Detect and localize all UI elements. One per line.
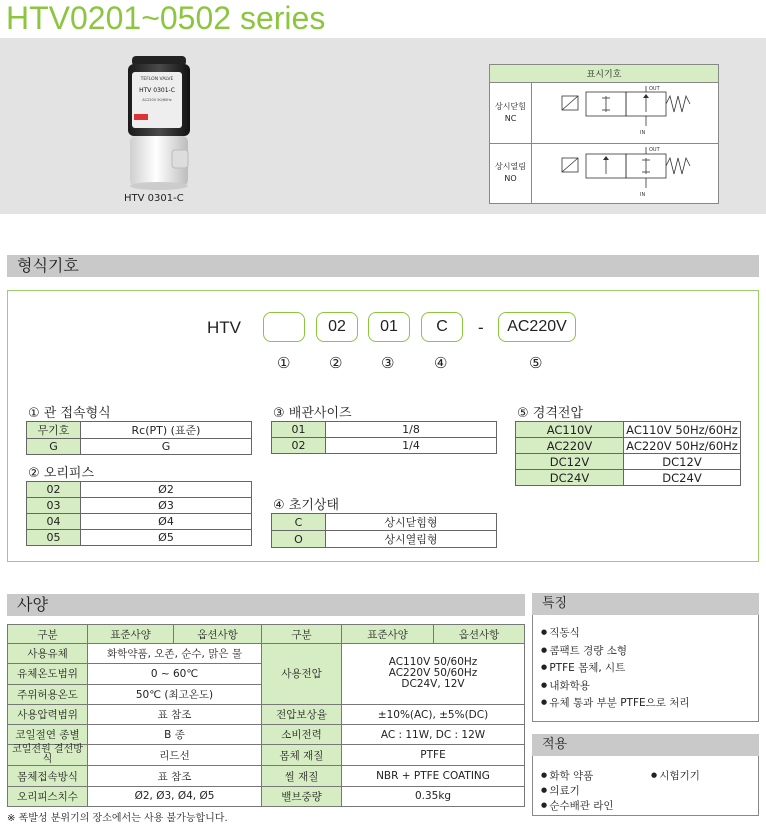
- list-item: ● 내화학용: [541, 678, 758, 696]
- list-item: ● PTFE 몸체, 시트: [541, 660, 758, 678]
- valve-product-image: [118, 54, 200, 194]
- code-box-pipe-size: 01: [368, 312, 410, 342]
- connection-title: ① 관 접속형식: [28, 406, 111, 421]
- model-prefix: HTV: [207, 318, 241, 337]
- footnote: ※ 폭발성 분위기의 장소에서는 사용 불가능합니다.: [7, 813, 228, 824]
- pipe-size-title: ③ 배관사이즈: [273, 406, 352, 421]
- nc-valve-symbol-icon: [532, 84, 712, 140]
- svg-text:TEFLON VALVE: TEFLON VALVE: [140, 77, 174, 82]
- features-title: 특징: [532, 593, 759, 615]
- list-item: ● 순수배관 라인: [541, 798, 614, 813]
- svg-text:HTV 0301-C: HTV 0301-C: [139, 87, 175, 94]
- marker-3: ③: [381, 354, 395, 372]
- svg-text:OUT: OUT: [649, 85, 660, 92]
- uses-title: 적용: [532, 734, 759, 756]
- features-list: [532, 615, 759, 722]
- rated-voltage-title: ⑤ 경격전압: [517, 406, 584, 421]
- marker-2: ②: [329, 354, 343, 372]
- model-dash: -: [478, 318, 484, 337]
- rated-voltage-table: AC110V AC110V 50Hz/60Hz AC220V AC220V 50Hz/60Hz DC12V DC12V DC24V DC24V: [515, 421, 741, 486]
- list-item: ● 의료기: [541, 783, 580, 798]
- svg-text:OUT: OUT: [649, 147, 660, 154]
- model-section-title: 형식기호: [7, 255, 759, 277]
- page-title: HTV0201~0502 series: [6, 0, 326, 36]
- initial-state-table: C 상시닫힘형 O 상시열림형: [271, 513, 497, 548]
- list-item: ● 직동식: [541, 625, 758, 643]
- code-box-voltage: AC220V: [498, 312, 576, 342]
- list-item: ● 콤팩트 경량 소형: [541, 643, 758, 661]
- symbol-row-no: 상시열림 NO: [490, 143, 532, 204]
- marker-5: ⑤: [529, 354, 543, 372]
- symbol-row-nc: 상시닫힘 NC: [490, 83, 532, 144]
- spec-table: 구분 표준사양 옵션사항 구분 표준사양 옵션사항 사용유체 화학약품, 오존, 순수, 맑은 물 사용전압 AC110V 50/60Hz AC220V 50/60Hz DC24V, 12V 유체온도범위 0 ~ 60℃ 주위허용온도 50℃ (최고온도) 사용압력범위 표 참조 전압보상율 ±10%(AC), ±5%(DC) 코일절연 종별 B 종 소비전력 AC : 11W, DC : 12W 코일전원 결선방식 리드선 몸체 재질 PTFE 몸체접속방식 표 참조 씰 재질 NBR + PTFE COATING 오리피스치수 Ø2, Ø3, Ø4, Ø5 밸브중량 0.35kg: [7, 624, 525, 807]
- no-valve-symbol-icon: [532, 144, 712, 200]
- list-item: ● 화학 약품: [541, 768, 593, 783]
- svg-text:IN: IN: [640, 192, 646, 199]
- symbol-table: [489, 64, 719, 204]
- svg-text:AC220V 50/60Hz: AC220V 50/60Hz: [142, 98, 172, 102]
- spec-section-title: 사양: [7, 594, 525, 616]
- code-box-connection: [263, 312, 305, 342]
- list-item: ● 시험기기: [651, 768, 700, 783]
- marker-1: ①: [277, 354, 291, 372]
- product-caption: HTV 0301-C: [124, 193, 184, 204]
- initial-state-title: ④ 초기상태: [273, 498, 340, 513]
- uses-list: [532, 756, 759, 816]
- svg-text:IN: IN: [640, 129, 646, 136]
- orifice-table: 02 Ø2 03 Ø3 04 Ø4 05 Ø5: [26, 481, 252, 546]
- pipe-size-table: 01 1/8 02 1/4: [271, 421, 497, 454]
- code-box-orifice: 02: [316, 312, 358, 342]
- orifice-title: ② 오리피스: [28, 466, 95, 481]
- marker-4: ④: [434, 354, 448, 372]
- connection-table: 무기호 Rc(PT) (표준) G G: [26, 421, 252, 455]
- list-item: ● 유체 통과 부분 PTFE으로 처리: [541, 695, 758, 713]
- code-box-initial-state: C: [421, 312, 463, 342]
- symbol-table-header: 표시기호: [490, 65, 719, 83]
